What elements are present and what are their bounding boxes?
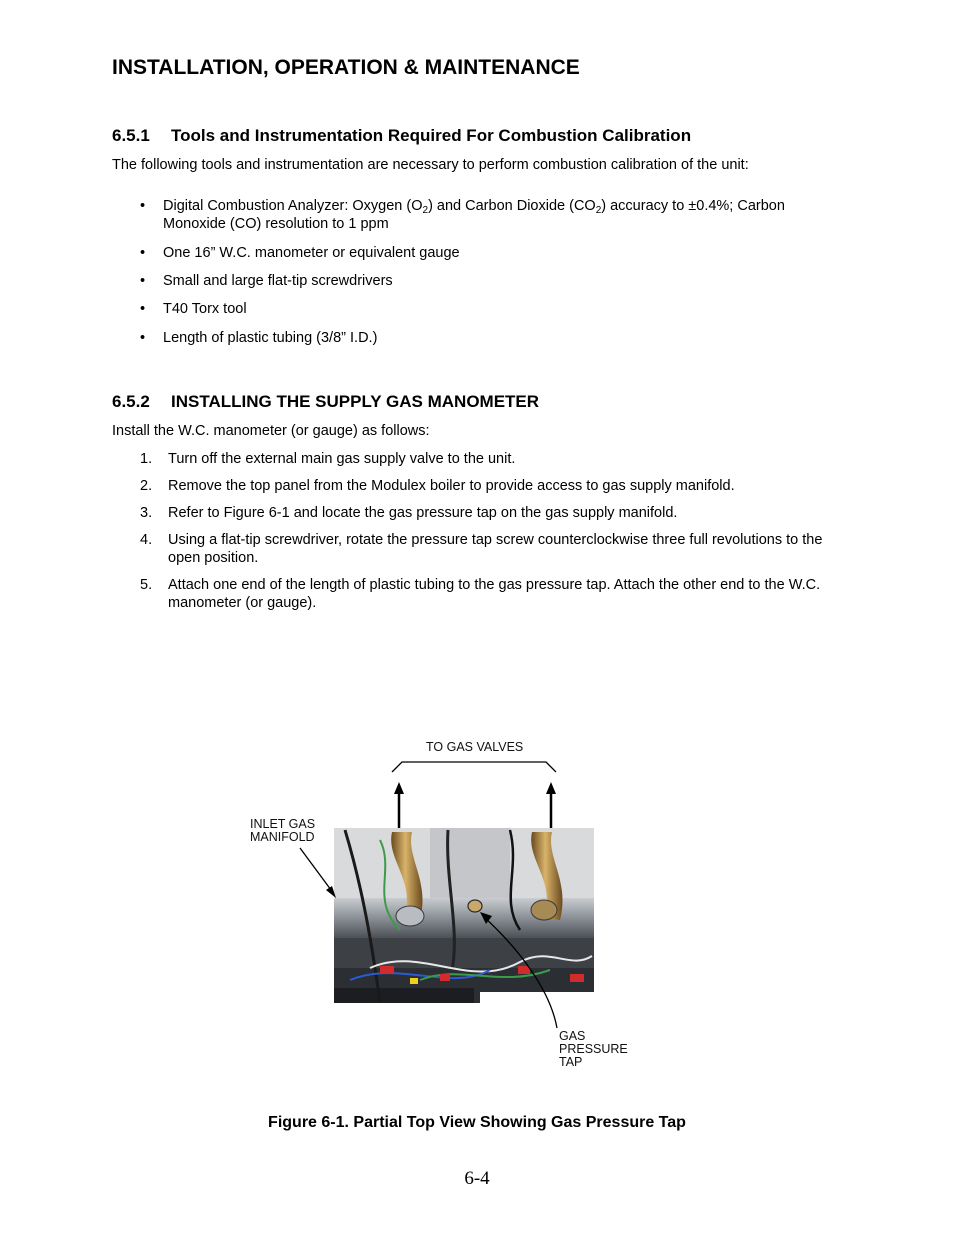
section-number: 6.5.2 <box>112 392 150 411</box>
section-heading-6-5-2 <box>112 392 539 412</box>
figure-label-gas-pressure-tap: GAS PRESSURE TAP <box>559 1029 628 1069</box>
page-title: INSTALLATION, OPERATION & MAINTENANCE <box>112 56 580 79</box>
figure-6-1 <box>220 730 700 1080</box>
figure-label-to-gas-valves: TO GAS VALVES <box>426 740 524 754</box>
list-item: 4. Using a flat-tip screwdriver, rotate the pressure tap screw counterclockwise three full revolutions to the open position. <box>140 532 823 566</box>
tools-list <box>140 197 840 347</box>
list-item: 1. Turn off the external main gas supply valve to the unit. <box>140 451 516 467</box>
section-number: 6.5.1 <box>112 126 150 145</box>
section-intro: The following tools and instrumentation are necessary to perform combustion calibration of the unit: <box>112 157 749 173</box>
list-item: • Length of plastic tubing (3/8” I.D.) <box>140 329 840 347</box>
section-intro: Install the W.C. manometer (or gauge) as follows: <box>112 423 430 439</box>
list-item: 3. Refer to Figure 6-1 and locate the gas pressure tap on the gas supply manifold. <box>140 505 678 521</box>
list-item: 2. Remove the top panel from the Modulex boiler to provide access to gas supply manifold. <box>140 478 735 494</box>
list-item: • One 16” W.C. manometer or equivalent gauge <box>140 244 840 262</box>
manifold-photo-illustration <box>220 730 700 1080</box>
list-item: • Digital Combustion Analyzer: Oxygen $(O_2)$ and Carbon Dioxide $(CO_2)$ accuracy to ±0.4%; Carbon Monoxide (CO) resolution to 1 ppm <box>140 197 840 233</box>
figure-label-inlet-gas-manifold: INLET GAS MANIFOLD <box>250 817 316 844</box>
page-number: 6-4 <box>464 1168 490 1189</box>
section-title: Tools and Instrumentation Required For Combustion Calibration <box>171 126 692 145</box>
list-item: • T40 Torx tool <box>140 300 840 318</box>
section-title: INSTALLING THE SUPPLY GAS MANOMETER <box>171 392 540 411</box>
list-item: 5. Attach one end of the length of plastic tubing to the gas pressure tap. Attach the other end to the W.C. manometer (or gauge). <box>140 577 821 611</box>
section-heading-6-5-1 <box>112 126 691 146</box>
figure-caption: Figure 6-1. Partial Top View Showing Gas Pressure Tap <box>268 1114 686 1131</box>
list-item: • Small and large flat-tip screwdrivers <box>140 272 840 290</box>
install-steps <box>140 450 840 612</box>
